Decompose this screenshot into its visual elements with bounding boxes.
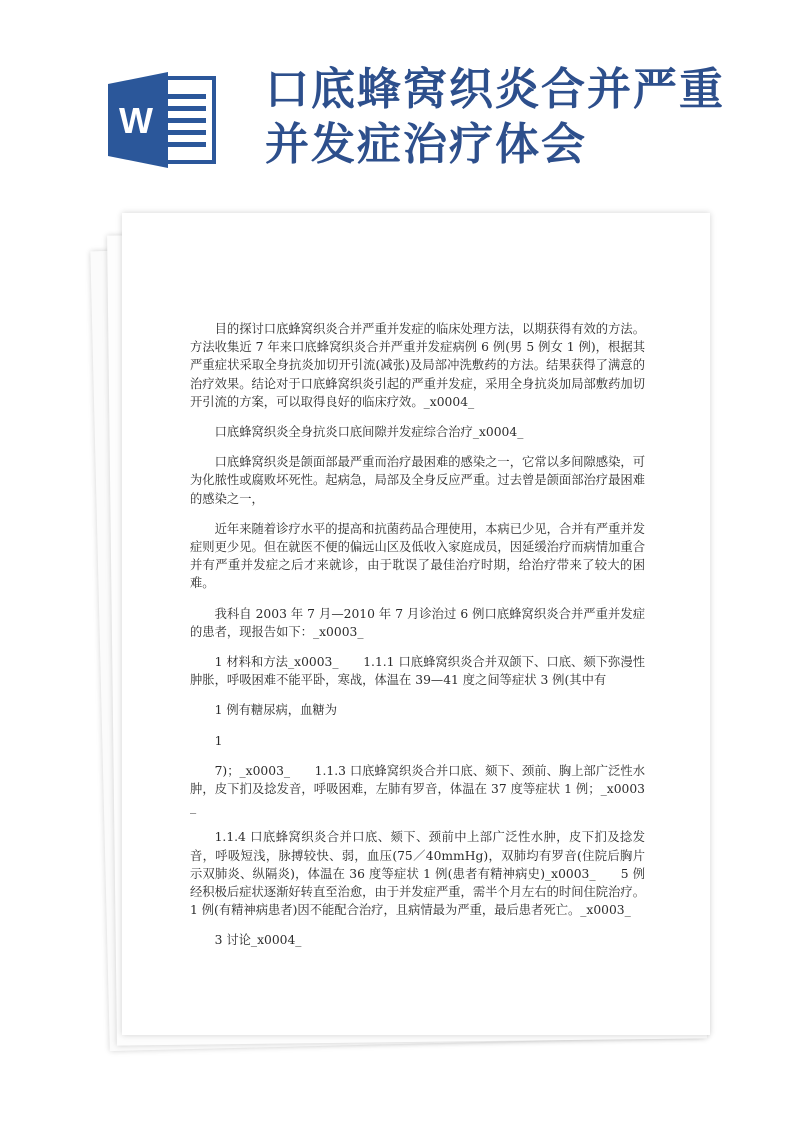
paragraph-background: 近年来随着诊疗水平的提高和抗菌药品合理使用，本病已少见，合并有严重并发症则更少见。但在就医不便的偏远山区及低收入家庭成员，因延缓治疗而病情加重合并有严重并发症之后才来就诊，由于耽误了最佳治疗时期，给治疗带来了较大的困难。 <box>190 521 645 591</box>
paragraph-methods-3: 7)；_x0003_ 1.1.3 口底蜂窝织炎合并口底、颏下、颈前、胸上部广泛性水肿，皮下扪及捻发音，呼吸困难，左肺有罗音，体温在 37 度等症状 1 例；_x0003_ <box>190 763 645 815</box>
word-icon <box>108 72 218 168</box>
paragraph-keywords: 口底蜂窝织炎全身抗炎口底间隙并发症综合治疗_x0004_ <box>214 425 524 440</box>
paragraph-report: 我科自 2003 年 7 月—2010 年 7 月诊治过 6 例口底蜂窝织炎合并严重并发症的患者，现报告如下：_x0003_ <box>190 606 645 639</box>
paragraph-discussion-heading: 3 讨论_x0004_ <box>214 933 302 948</box>
paragraph-intro: 口底蜂窝织炎是颌面部最严重而治疗最困难的感染之一，它常以多间隙感染，可为化脓性或腐败坏死性。起病急，局部及全身反应严重。过去曾是颌面部治疗最困难的感染之一， <box>190 455 645 506</box>
title-line-1: 口底蜂窝织炎合并严重 <box>265 64 725 115</box>
paragraph-methods-4: 1.1.4 口底蜂窝织炎合并口底、颏下、颈前中上部广泛性水肿，皮下扪及捻发音，呼吸短浅，脉搏较快、弱，血压(75／40mmHg)，双肺均有罗音(住院后胸片示双肺炎、纵隔炎)，体温在 36 度等症状 1 例(患者有精神病史)_x0003_ 5 例经积极后症状逐渐好转直至治愈，由于并发症严重，需半个月左右的时间住院治疗。1 例(有精神病患者)因不能配合治疗，且病情最为严重，最后患者死亡。_x0003_ <box>190 830 645 918</box>
document-body <box>190 320 645 962</box>
page-title <box>265 62 785 172</box>
paragraph-abstract: 目的探讨口底蜂窝织炎合并严重并发症的临床处理方法，以期获得有效的方法。方法收集近 7 年来口底蜂窝织炎合并严重并发症病例 6 例(男 5 例女 1 例)，根据其严重症状采取全身抗炎加切开引流(减张)及局部冲洗敷药的方法。结果获得了满意的治疗效果。结论对于口底蜂窝织炎引起的严重并发症，采用全身抗炎加局部敷药加切开引流的方案，可以取得良好的临床疗效。_x0004_ <box>190 322 645 409</box>
paragraph-diabetes: 1 例有糖尿病，血糖为 <box>214 703 337 718</box>
word-logo-letter: W <box>119 100 153 141</box>
paragraph-number: 1 <box>214 733 223 748</box>
title-line-2: 并发症治疗体会 <box>265 119 587 170</box>
paragraph-methods-1: 1 材料和方法_x0003_ 1.1.1 口底蜂窝织炎合并双颌下、口底、颏下弥漫性肿胀，呼吸困难不能平卧，寒战，体温在 39—41 度之间等症状 3 例(其中有 <box>190 655 645 688</box>
